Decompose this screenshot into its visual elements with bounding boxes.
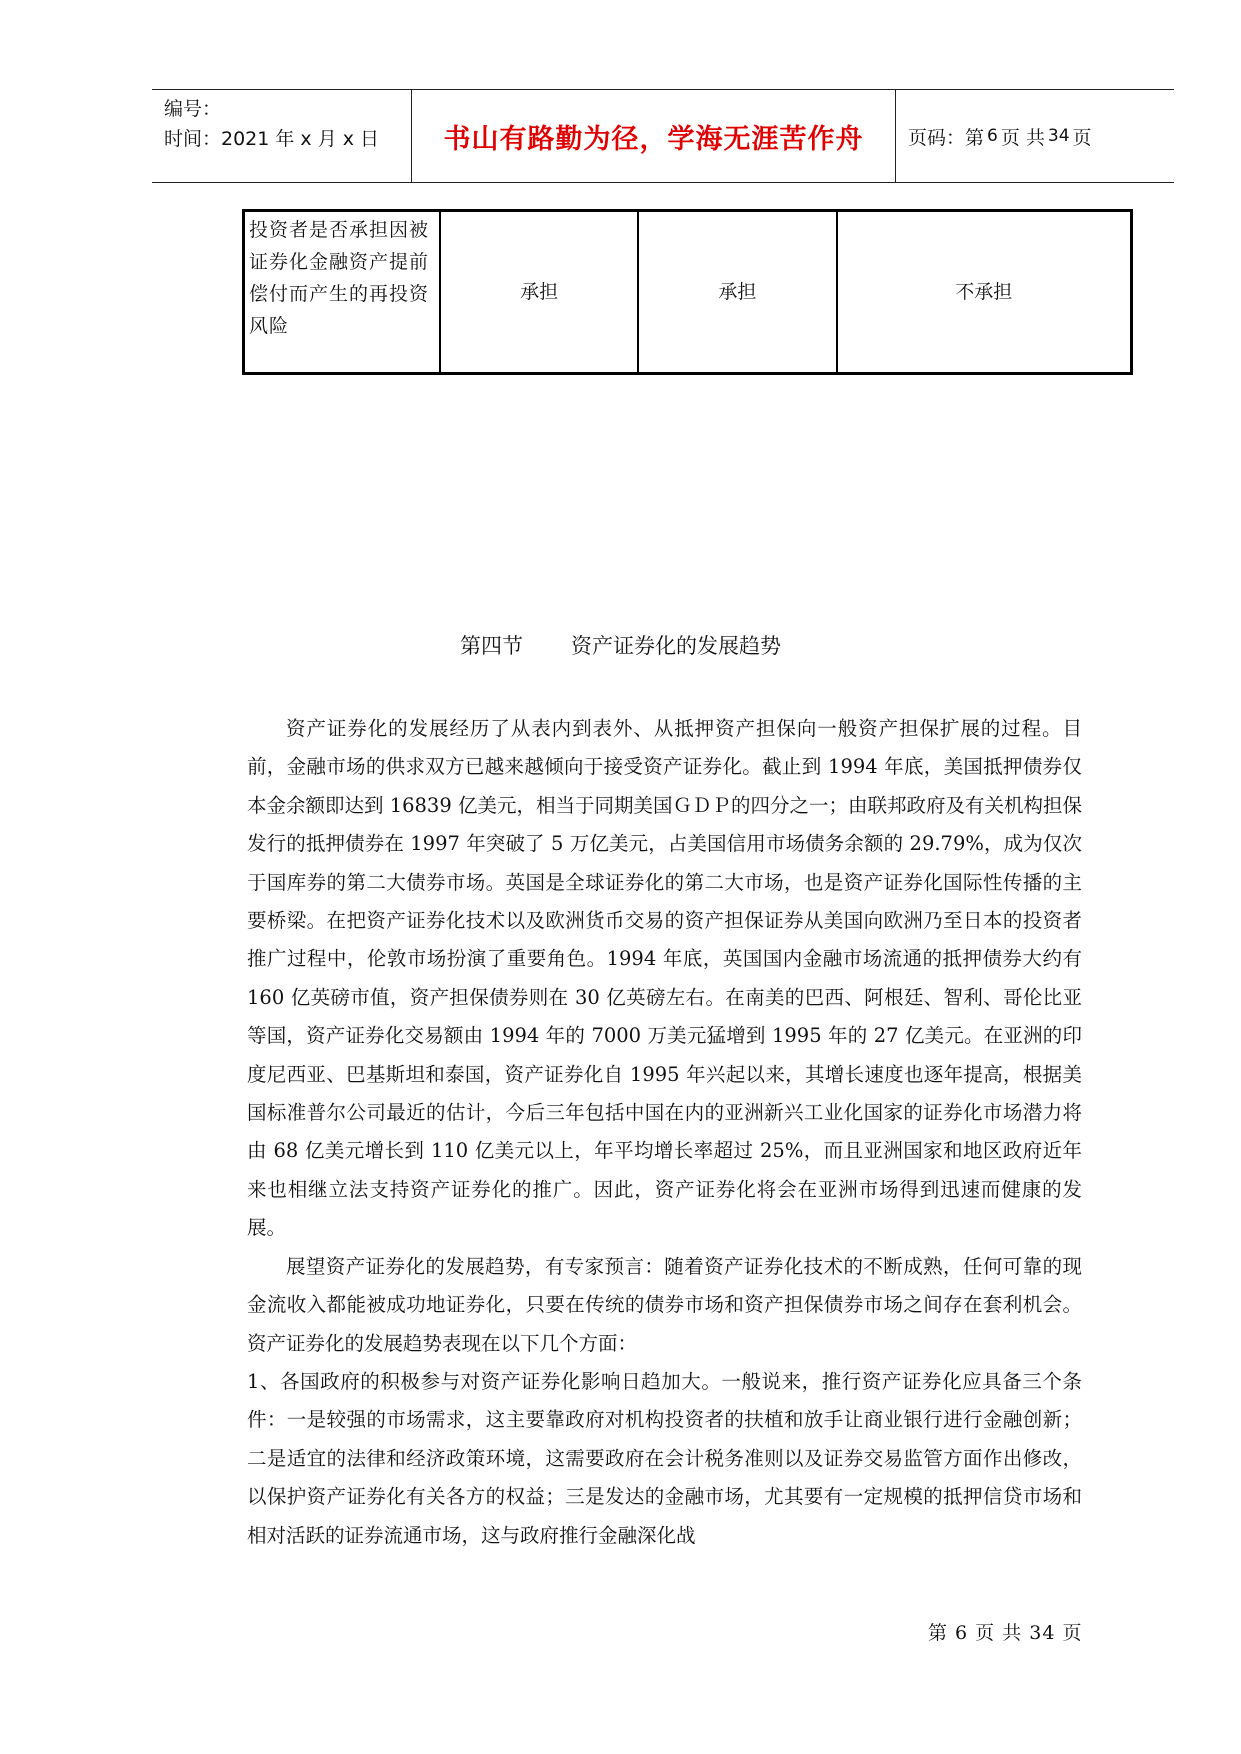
- header-page-mid: 页 共: [1000, 126, 1045, 149]
- table-answer-cell-1: 承担: [440, 211, 638, 374]
- table-answer-cell-2: 承担: [638, 211, 836, 374]
- section-title: [0, 630, 1241, 660]
- comparison-table: [242, 209, 1133, 375]
- paragraph: 展望资产证券化的发展趋势，有专家预言：随着资产证券化技术的不断成熟，任何可靠的现金流收入都能被成功地证券化，只要在传统的债券市场和资产担保债券市场之间存在套利机会。资产证券化的发展趋势表现在以下几个方面：: [247, 1254, 1082, 1355]
- header-page-suffix: 页: [1072, 126, 1092, 149]
- header-page-current: 6: [987, 126, 998, 146]
- page-header: [152, 89, 1174, 183]
- section-label: 第四节: [460, 634, 523, 658]
- header-meta: [164, 94, 379, 154]
- table-question-cell: 投资者是否承担因被证券化金融资产提前偿付而产生的再投资风险: [244, 211, 441, 374]
- table-answer-cell-3: 不承担: [837, 211, 1132, 374]
- header-page-total: 34: [1047, 126, 1070, 146]
- header-page-prefix: 页码：第: [908, 126, 985, 149]
- header-number-label: 编号：: [164, 98, 222, 120]
- table-row: [244, 211, 1132, 374]
- paragraph: 1、各国政府的积极参与对资产证券化影响日趋加大。一般说来，推行资产证券化应具备三个条件：一是较强的市场需求，这主要靠政府对机构投资者的扶植和放手让商业银行进行金融创新；二是适宜的法律和经济政策环境，这需要政府在会计税务准则以及证券交易监管方面作出修改，以保护资产证券化有关各方的权益；三是发达的金融市场，尤其要有一定规模的抵押信贷市场和相对活跃的证券流通市场，这与政府推行金融深化战: [247, 1369, 1082, 1547]
- body-text: [247, 710, 1082, 1555]
- paragraph: 资产证券化的发展经历了从表内到表外、从抵押资产担保向一般资产担保扩展的过程。目前，金融市场的供求双方已越来越倾向于接受资产证券化。截止到 1994 年底，美国抵押债券仅本金余额即达到 16839 亿美元，相当于同期美国ＧＤＰ的四分之一；由联邦政府及有关机构担保发行的抵押债券在 1997 年突破了 5 万亿美元，占美国信用市场债务余额的 29.79%，成为仅次于国库券的第二大债券市场。英国是全球证券化的第二大市场，也是资产证券化国际性传播的主要桥梁。在把资产证券化技术以及欧洲货币交易的资产担保证券从美国向欧洲乃至日本的投资者推广过程中，伦敦市场扮演了重要角色。1994 年底，英国国内金融市场流通的抵押债券大约有 160 亿英磅市值，资产担保债券则在 30 亿英磅左右。在南美的巴西、阿根廷、智利、哥伦比亚等国，资产证券化交易额由 1994 年的 7000 万美元猛增到 1995 年的 27 亿美元。在亚洲的印度尼西亚、巴基斯坦和泰国，资产证券化自 1995 年兴起以来，其增长速度也逐年提高，根据美国标准普尔公司最近的估计，今后三年包括中国在内的亚洲新兴工业化国家的证券化市场潜力将由 68 亿美元增长到 110 亿美元以上，年平均增长率超过 25%，而且亚洲国家和地区政府近年来也相继立法支持资产证券化的推广。因此，资产证券化将会在亚洲市场得到迅速而健康的发展。: [247, 717, 1082, 1240]
- page-footer: 第 6 页 共 34 页: [928, 1622, 1083, 1644]
- header-page-info: [908, 90, 1092, 182]
- section-heading: 资产证券化的发展趋势: [571, 634, 781, 658]
- header-time-label: 时间：2021 年 x 月 x 日: [164, 128, 380, 150]
- header-motto: 书山有路勤为径，学海无涯苦作舟: [411, 90, 896, 182]
